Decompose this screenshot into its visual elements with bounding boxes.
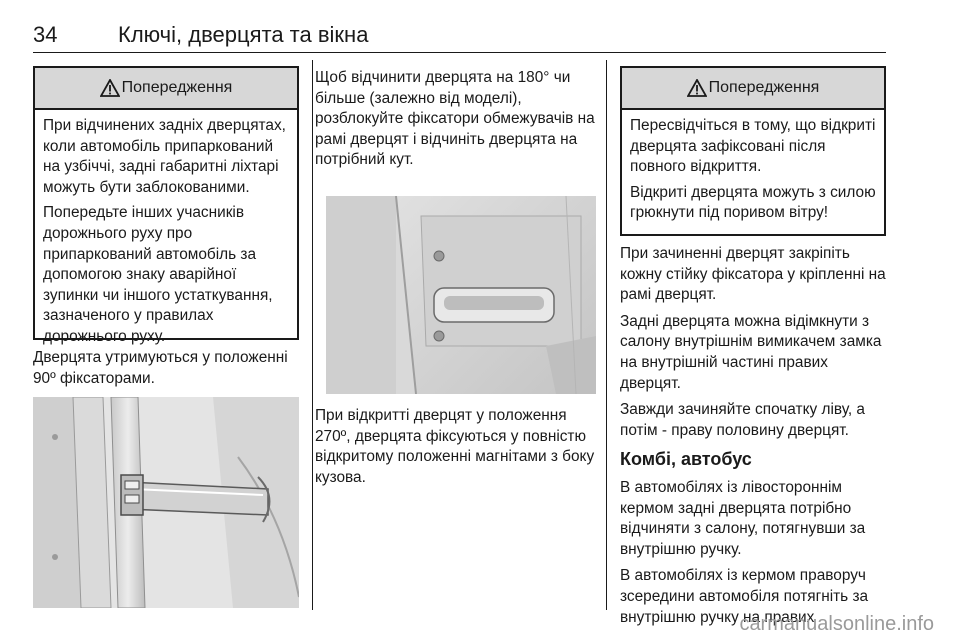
col2-text-block-bottom bbox=[315, 406, 597, 494]
col3-text-block bbox=[620, 244, 890, 634]
col2-paragraph: Щоб відчинити дверцята на 180° чи більше (залежно від моделі), розблокуйте фіксатори обмежувачів на рамі дверцят і відчиніть дверцята на потрібний кут. bbox=[315, 69, 595, 169]
column-divider bbox=[606, 60, 607, 610]
warning-body bbox=[35, 110, 297, 348]
figure-door-magnet bbox=[326, 196, 596, 394]
door-strap-illustration bbox=[33, 397, 299, 608]
col3-paragraph: Завжди зачиняйте спочатку ліву, а потім - праву половину дверцят. bbox=[620, 401, 865, 439]
col1-paragraph: Дверцята утримуються у положенні 90º фіксаторами. bbox=[33, 349, 288, 387]
door-magnet-illustration bbox=[326, 196, 596, 394]
warning-paragraph: Пересвідчіться в тому, що відкриті дверцята зафіксовані після повного відкриття. bbox=[630, 117, 876, 176]
col2-paragraph: При відкритті дверцят у положення 270º, дверцята фіксуються у повністю відкритому положенні магнітами з боку кузова. bbox=[315, 407, 595, 486]
warning-paragraph: Відкриті дверцята можуть з силою грюкнути під поривом вітру! bbox=[630, 183, 876, 222]
warning-title: Попередження bbox=[708, 79, 820, 96]
figure-door-strap bbox=[33, 397, 299, 608]
col3-paragraph: Задні дверцята можна відімкнути з салону внутрішнім вимикачем замка на внутрішній частині правих дверцят. bbox=[620, 312, 882, 392]
warning-header bbox=[622, 68, 884, 110]
warning-header bbox=[35, 68, 297, 110]
col3-paragraph: В автомобілях із лівостороннім кермом задні дверцята потрібно відчиняти з салону, потягнувши за внутрішню ручку. bbox=[620, 478, 866, 558]
warning-icon bbox=[687, 79, 707, 97]
warning-icon bbox=[100, 79, 120, 97]
page-number: 34 bbox=[33, 22, 58, 47]
warning-box bbox=[33, 66, 299, 345]
warning-body bbox=[622, 110, 884, 224]
warning-paragraph: При відчинених задніх дверцятах, коли автомобіль припаркований на узбіччі, задні габаритні ліхтарі можуть бути заблокованими. bbox=[43, 117, 286, 196]
column-divider bbox=[312, 60, 313, 610]
warning-box bbox=[620, 66, 886, 236]
col2-text-block-top bbox=[315, 68, 597, 177]
section-heading: Комбі, автобус bbox=[620, 449, 752, 470]
page-header bbox=[33, 22, 886, 52]
col3-paragraph: При зачиненні дверцят закріпіть кожну стійку фіксатора у кріпленні на рамі дверцят. bbox=[620, 245, 886, 304]
watermark: carmanualsonline.info bbox=[739, 613, 934, 635]
warning-paragraph: Попередьте інших учасників дорожнього руху про припаркований автомобіль за допомогою знаку аварійної зупинки чи іншого устаткування, зазначеного у правилах дорожнього руху. bbox=[43, 204, 273, 345]
col3-paragraph: В автомобілях із кермом праворуч зсередини автомобіля потягніть за внутрішню ручку на правих bbox=[620, 567, 869, 626]
col1-text-block bbox=[33, 348, 303, 395]
header-rule bbox=[33, 52, 886, 53]
warning-title: Попередження bbox=[121, 79, 233, 96]
page-title: Ключі, дверцята та вікна bbox=[118, 22, 369, 47]
